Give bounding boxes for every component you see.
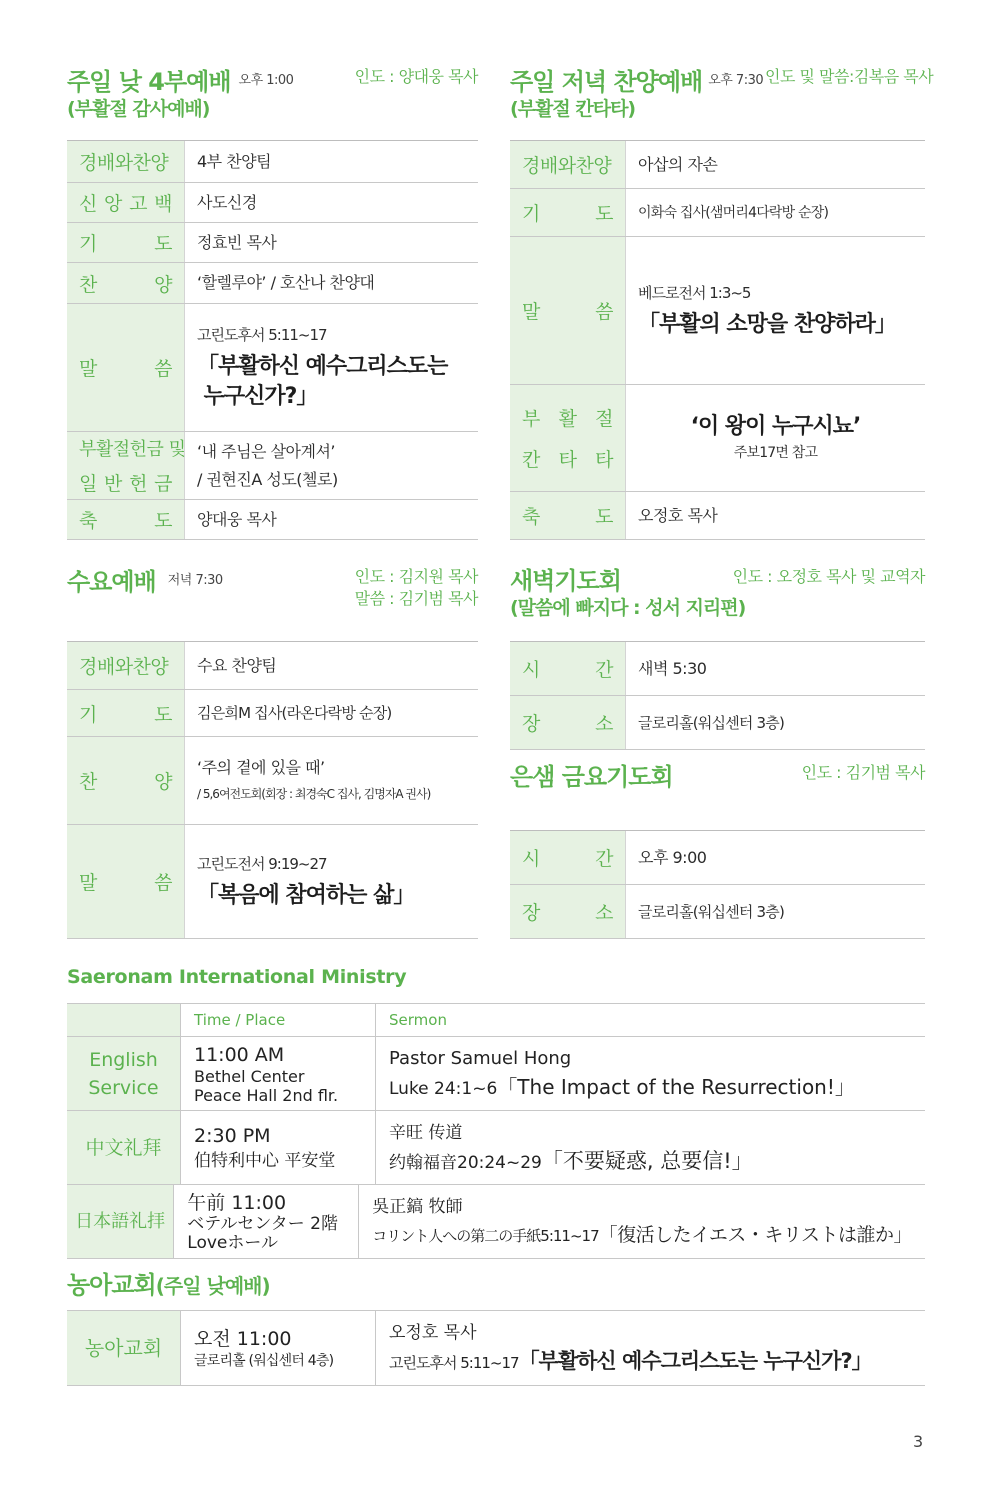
sermon-reference: 고린도후서 5:11~17 xyxy=(197,325,327,344)
label-char: 헌 xyxy=(129,473,147,495)
row-label xyxy=(67,500,185,539)
evening-time: 오후 7:30 xyxy=(708,73,764,88)
service-time: 오전 11:00 xyxy=(194,1327,292,1350)
label-char: 시 xyxy=(522,659,540,681)
sermon-reference: 베드로전서 1:3~5 xyxy=(638,283,751,302)
evening-table xyxy=(510,140,925,540)
label-char: 반 xyxy=(104,473,122,495)
row-label xyxy=(67,223,185,262)
cantata-title: ‘이 왕이 누구시뇨’ xyxy=(690,414,861,439)
sermon-title: 「復活したイエス・キリストは誰か」 xyxy=(598,1224,912,1246)
dawn-table xyxy=(510,641,925,750)
place-name: 글로리홀(워십센터 3층) xyxy=(638,902,785,921)
table-row xyxy=(510,492,925,540)
evening-lead: 인도 및 말씀:김복음 목사 xyxy=(765,67,934,86)
sermon-cell xyxy=(185,825,478,938)
intl-title: Saeronam International Ministry xyxy=(67,966,407,988)
service-name xyxy=(67,1037,180,1110)
sermon-cell xyxy=(359,1185,925,1258)
label-char: 도 xyxy=(154,510,172,532)
sermon-title-line2: 누구신가?」 xyxy=(197,383,318,409)
sermon-cell xyxy=(376,1311,925,1385)
table-row xyxy=(67,263,478,304)
label-char: 장 xyxy=(522,902,540,924)
label-char: 절 xyxy=(595,408,613,430)
row-label: 경배와찬양 xyxy=(67,141,185,182)
sermon-cell xyxy=(376,1111,925,1184)
time-place xyxy=(180,1037,376,1110)
sunday4-header xyxy=(67,66,293,121)
sermon-title-line1: 「부활하신 예수그리스도는 xyxy=(197,353,448,379)
intl-table xyxy=(67,1003,925,1259)
label-char: 도 xyxy=(154,233,172,255)
label-char: 양 xyxy=(154,273,172,296)
row-value xyxy=(185,432,478,499)
friday-title: 은샘 금요기도회 xyxy=(510,763,673,791)
table-row xyxy=(510,831,925,885)
row-label xyxy=(67,825,185,938)
dawn-lead: 인도 : 오정호 목사 및 교역자 xyxy=(732,567,925,586)
table-row xyxy=(510,642,925,696)
row-value xyxy=(626,696,925,749)
table-row xyxy=(67,1311,925,1386)
row-label xyxy=(510,492,626,539)
row-value xyxy=(185,690,478,736)
sermon-cell xyxy=(626,237,925,384)
label-char: 말 xyxy=(79,358,97,380)
label-char: 장 xyxy=(522,713,540,735)
row-value xyxy=(626,885,925,938)
dawn-subtitle: (말씀에 빠지다 : 성서 지리편) xyxy=(510,597,746,619)
label-char: 씀 xyxy=(154,872,172,894)
row-label xyxy=(510,642,626,695)
time-place xyxy=(180,1311,376,1385)
table-row xyxy=(67,642,478,690)
prayer-name: 김은희M 집사(라온다락방 순장) xyxy=(197,704,392,722)
sermon-title: 「복음에 참여하는 삶」 xyxy=(197,882,415,908)
row-label: 경배와찬양 xyxy=(510,141,626,188)
service-name-line1: English xyxy=(89,1048,158,1071)
wednesday-lead xyxy=(300,566,478,610)
table-row xyxy=(510,885,925,939)
row-value: 새벽 5:30 xyxy=(638,658,707,678)
label-char: 시 xyxy=(522,848,540,870)
time-place xyxy=(180,1111,376,1184)
row-label xyxy=(67,304,185,431)
page-number: 3 xyxy=(913,1432,924,1451)
table-row xyxy=(67,223,478,263)
sermon-reference: コリント人への第二の手紙5:11~17 xyxy=(372,1227,599,1245)
table-row xyxy=(510,189,925,237)
table-row xyxy=(67,1037,925,1111)
dawn-title: 새벽기도회 xyxy=(510,567,621,595)
label-char: 앙 xyxy=(104,193,122,215)
label-line1: 부활절헌금 및 xyxy=(79,439,186,460)
header-time-place: Time / Place xyxy=(180,1004,376,1036)
prayer-name: 이화숙 집사(샘머리4다락방 순장) xyxy=(638,204,829,221)
row-label xyxy=(67,263,185,303)
sermon-title: 「不要疑惑, 总要信!」 xyxy=(541,1148,753,1173)
label-char: 간 xyxy=(595,659,613,681)
row-label xyxy=(510,385,626,491)
sermon-line xyxy=(389,1147,912,1177)
sunday4-lead: 인도 : 양대웅 목사 xyxy=(354,67,478,86)
label-char: 부 xyxy=(522,408,540,430)
label-char: 씀 xyxy=(154,358,172,380)
row-value: 아삽의 자손 xyxy=(638,154,718,174)
sermon-line xyxy=(389,1347,912,1377)
service-place-line2: Peace Hall 2nd flr. xyxy=(194,1085,339,1105)
row-label xyxy=(510,831,626,884)
sunday4-subtitle: (부활절 감사예배) xyxy=(67,98,210,120)
table-row xyxy=(67,183,478,223)
preacher: 吳正鎬 牧師 xyxy=(372,1197,463,1217)
label-char: 도 xyxy=(154,703,172,726)
service-name: 中文礼拜 xyxy=(67,1111,180,1184)
wednesday-preacher: 말씀 : 김기범 목사 xyxy=(354,589,478,608)
label-char: 도 xyxy=(595,506,613,528)
header-blank xyxy=(67,1004,180,1036)
table-row xyxy=(67,1185,925,1259)
table-row xyxy=(510,385,925,492)
row-value: 오후 9:00 xyxy=(638,847,707,867)
label-char: 양 xyxy=(154,771,172,793)
table-row xyxy=(510,141,925,189)
row-label xyxy=(510,189,626,236)
sermon-reference: 고린도후서 5:11~17 xyxy=(389,1354,519,1372)
evening-subtitle: (부활절 칸타타) xyxy=(510,98,636,120)
offering-song: ‘내 주님은 살아계셔’ xyxy=(197,441,335,461)
label-line1 xyxy=(522,404,613,431)
friday-table xyxy=(510,830,925,939)
wednesday-header xyxy=(67,566,223,597)
sermon-title: 「부활하신 예수그리스도는 누구신가?」 xyxy=(518,1349,872,1373)
hymn-performer: / 5,6여전도회(회장 : 최경숙C 집사, 김명자A 권사) xyxy=(197,786,431,801)
row-label xyxy=(67,432,185,499)
label-char: 씀 xyxy=(595,301,613,323)
label-char: 고 xyxy=(129,193,147,215)
service-place: 글로리홀 (워십센터 4층) xyxy=(194,1352,334,1369)
service-time: 午前 11:00 xyxy=(187,1191,287,1214)
row-label xyxy=(67,183,185,222)
label-char: 신 xyxy=(79,193,97,215)
label-char: 타 xyxy=(595,449,613,471)
sermon-reference: 约翰福音20:24~29 xyxy=(389,1152,542,1173)
label-char: 말 xyxy=(522,301,540,323)
label-char: 칸 xyxy=(522,449,540,471)
row-value: 정효빈 목사 xyxy=(197,232,277,252)
service-time: 2:30 PM xyxy=(194,1124,271,1147)
service-place-line1: ベテルセンター 2階 xyxy=(187,1213,338,1234)
label-char: 도 xyxy=(595,203,613,225)
label-char: 찬 xyxy=(79,273,97,296)
label-line2 xyxy=(79,469,172,496)
label-char: 일 xyxy=(79,473,97,495)
wednesday-time: 저녁 7:30 xyxy=(167,573,223,588)
row-value: 4부 찬양팀 xyxy=(197,151,272,171)
row-label: 경배와찬양 xyxy=(67,642,185,689)
evening-title: 주일 저녁 찬양예배 xyxy=(510,68,703,96)
row-value xyxy=(185,737,478,824)
service-place-line1: Bethel Center xyxy=(194,1066,305,1086)
label-char: 축 xyxy=(79,510,97,532)
sermon-line xyxy=(372,1221,912,1250)
table-header-row xyxy=(67,1004,925,1037)
row-label xyxy=(510,696,626,749)
friday-header xyxy=(510,762,673,792)
sermon-title: 「The Impact of the Resurrection!」 xyxy=(497,1074,855,1099)
table-row xyxy=(510,237,925,385)
label-char: 기 xyxy=(79,233,97,255)
row-label xyxy=(510,885,626,938)
label-char: 기 xyxy=(522,203,540,225)
hymn-title: ‘주의 곁에 있을 때’ xyxy=(197,757,325,777)
label-char: 활 xyxy=(558,408,577,430)
label-char: 백 xyxy=(154,193,172,215)
sermon-cell xyxy=(185,304,478,431)
sunday4-time: 오후 1:00 xyxy=(238,73,294,88)
sermon-title: 「부활의 소망을 찬양하라」 xyxy=(638,311,896,337)
row-value: 수요 찬양팀 xyxy=(197,655,277,675)
header-sermon: Sermon xyxy=(389,1011,447,1029)
table-row xyxy=(67,825,478,939)
cantata-note: 주보17면 참고 xyxy=(733,445,818,461)
service-name: 日本語礼拝 xyxy=(67,1185,173,1258)
sunday4-title: 주일 낮 4부예배 xyxy=(67,68,231,96)
row-value: ‘할렐루야’ / 호산나 찬양대 xyxy=(197,273,375,292)
label-line2 xyxy=(522,445,613,472)
deaf-title-suffix: (주일 낮예배) xyxy=(155,1274,270,1298)
row-label xyxy=(67,737,185,824)
service-place-line2: Loveホール xyxy=(187,1232,279,1253)
deaf-table xyxy=(67,1310,925,1386)
label-char: 말 xyxy=(79,872,97,894)
wednesday-leader: 인도 : 김지원 목사 xyxy=(354,567,478,586)
service-name: 농아교회 xyxy=(67,1311,180,1385)
row-label xyxy=(67,690,185,736)
label-char: 찬 xyxy=(79,771,97,793)
sermon-reference: Luke 24:1~6 xyxy=(389,1078,498,1099)
sermon-line xyxy=(389,1073,912,1103)
wednesday-title: 수요예배 xyxy=(67,568,156,596)
row-label xyxy=(510,237,626,384)
label-char: 타 xyxy=(558,449,577,471)
label-char: 소 xyxy=(595,713,613,735)
sunday4-table xyxy=(67,140,478,540)
service-time: 11:00 AM xyxy=(194,1043,285,1066)
preacher: 辛旺 传道 xyxy=(389,1122,463,1143)
table-row xyxy=(67,737,478,825)
evening-header xyxy=(510,66,763,121)
service-place: 伯特利中心 平安堂 xyxy=(194,1150,336,1171)
row-value: 사도신경 xyxy=(197,192,257,212)
wednesday-table xyxy=(67,641,478,939)
offering-performer: / 권현진A 성도(첼로) xyxy=(197,469,338,489)
row-value xyxy=(626,189,925,236)
row-value: 양대웅 목사 xyxy=(197,509,277,529)
table-row xyxy=(67,432,478,500)
time-place xyxy=(173,1185,359,1258)
deaf-header xyxy=(67,1270,270,1300)
place-name: 글로리홀(워십센터 3층) xyxy=(638,713,785,732)
table-row xyxy=(67,1111,925,1185)
service-name-line2: Service xyxy=(88,1076,159,1099)
label-char: 축 xyxy=(522,506,540,528)
label-char: 금 xyxy=(154,473,172,495)
sermon-cell xyxy=(376,1037,925,1110)
table-row xyxy=(67,304,478,432)
table-row xyxy=(510,696,925,750)
cantata-cell xyxy=(626,385,925,491)
row-value: 오정호 목사 xyxy=(638,505,718,525)
table-row xyxy=(67,690,478,737)
label-char: 간 xyxy=(595,848,613,870)
table-row xyxy=(67,500,478,540)
label-char: 기 xyxy=(79,703,97,726)
sermon-reference: 고린도전서 9:19~27 xyxy=(197,854,327,873)
deaf-title: 농아교회 xyxy=(67,1271,156,1299)
friday-lead: 인도 : 김기범 목사 xyxy=(801,763,925,782)
preacher: Pastor Samuel Hong xyxy=(389,1047,572,1069)
label-char: 소 xyxy=(595,902,613,924)
table-row xyxy=(67,141,478,183)
preacher: 오정호 목사 xyxy=(389,1323,477,1343)
